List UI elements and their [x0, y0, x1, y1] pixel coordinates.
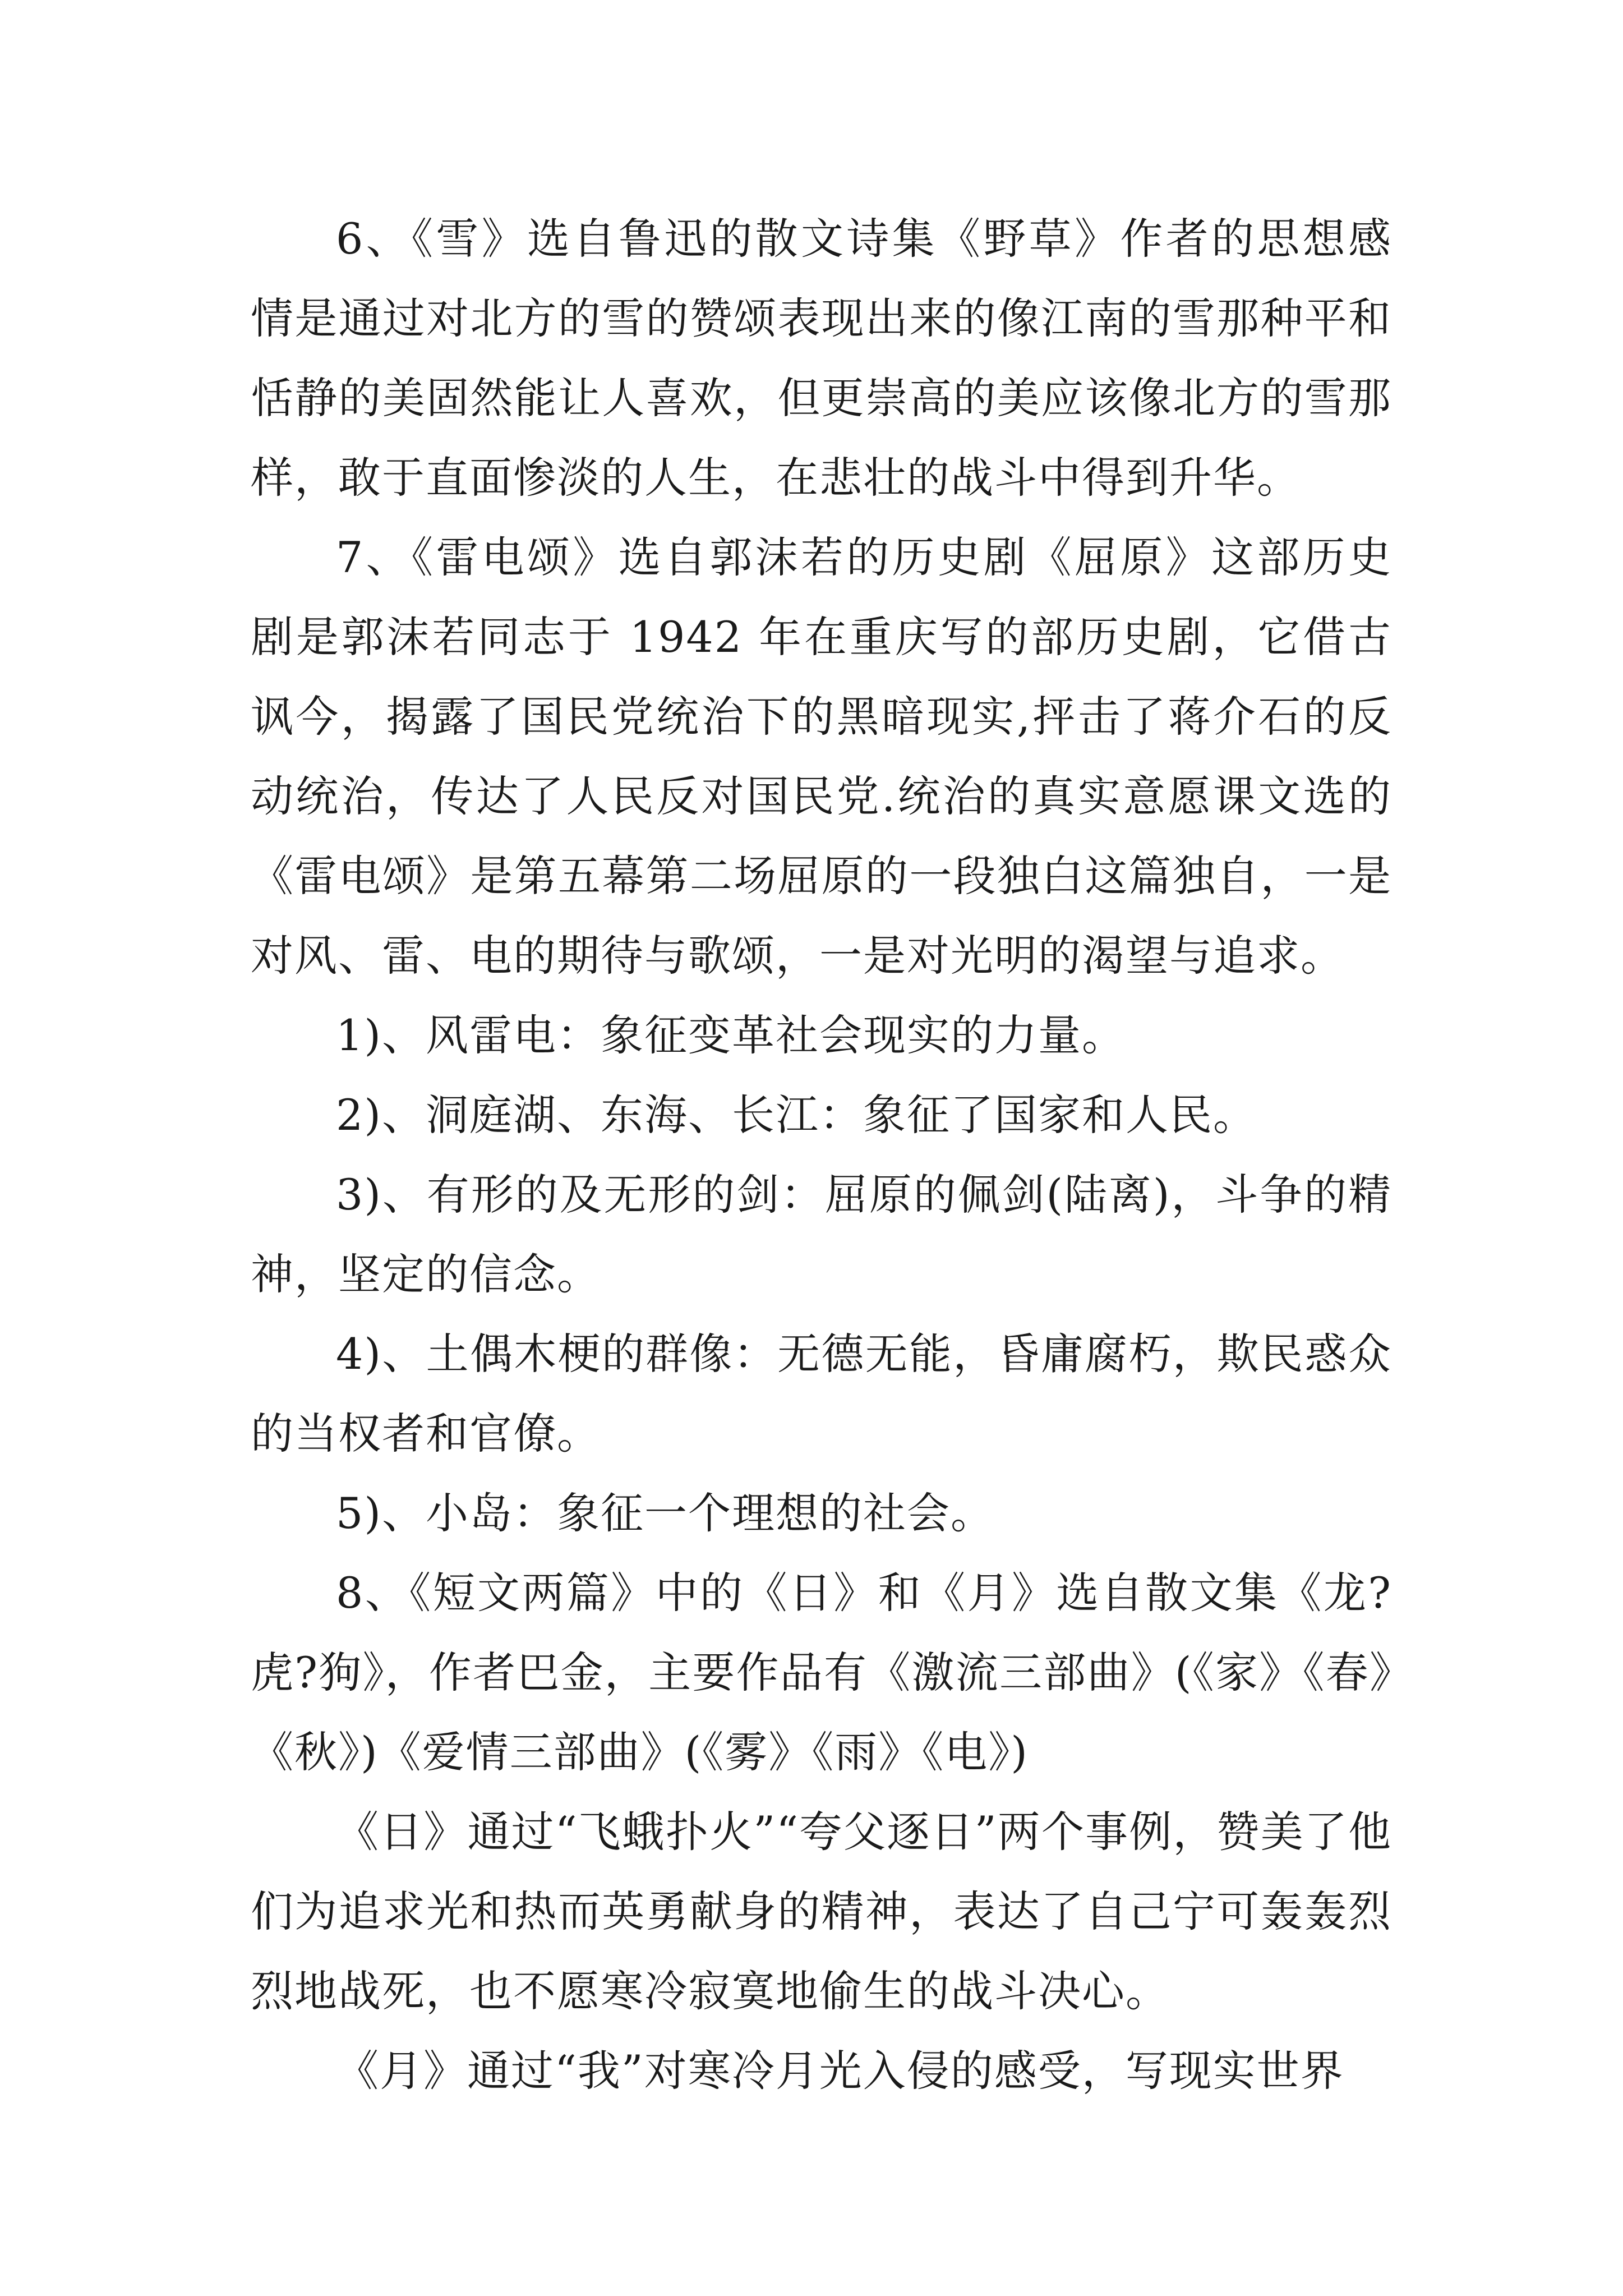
list-item-3: 3)、有形的及无形的剑：屈原的佩剑(陆离)，斗争的精神，坚定的信念。 — [251, 1170, 1392, 1299]
paragraph-sun: 《日》通过“飞蛾扑火”“夸父逐日”两个事例，赞美了他们为追求光和热而英勇献身的精神，表达了自己宁可轰轰烈烈地战死，也不愿寒冷寂寞地偷生的战斗决心。 — [251, 1807, 1392, 2016]
list-item-2: 2)、洞庭湖、东海、长江：象征了国家和人民。 — [336, 1090, 1257, 1140]
body-text — [251, 199, 1392, 2111]
paragraph-6-snow: 6、《雪》选自鲁迅的散文诗集《野草》作者的思想感情是通过对北方的雪的赞颂表现出来的像江南的雪那种平和恬静的美固然能让人喜欢，但更崇高的美应该像北方的雪那样，敢于直面惨淡的人生，在悲壮的战斗中得到升华。 — [251, 214, 1392, 503]
list-item-4: 4)、土偶木梗的群像：无德无能，昏庸腐朽，欺民惑众的当权者和官僚。 — [251, 1329, 1392, 1458]
paragraph-moon: 《月》通过“我”对寒冷月光入侵的感受，写现实世界 — [336, 2046, 1344, 2096]
list-item-1: 1)、风雷电：象征变革社会现实的力量。 — [336, 1010, 1126, 1060]
paragraph-7-thunder-ode: 7、《雷电颂》选自郭沫若的历史剧《屈原》这部历史剧是郭沫若同志于 1942 年在重庆写的部历史剧，它借古讽今，揭露了国民党统治下的黑暗现实,抨击了蒋介石的反动统治，传达了人民反对国民党.统治的真实意愿课文选的《雷电颂》是第五幕第二场屈原的一段独白这篇独自，一是对风、雷、电的期待与歌颂，一是对光明的渴望与追求。 — [251, 532, 1392, 981]
paragraph-8-two-essays: 8、《短文两篇》中的《日》和《月》选自散文集《龙?虎?狗》，作者巴金，主要作品有《激流三部曲》(《家》《春》《秋》)《爱情三部曲》(《雾》《雨》《电》) — [251, 1568, 1392, 1777]
list-item-5: 5)、小岛：象征一个理想的社会。 — [336, 1488, 995, 1538]
